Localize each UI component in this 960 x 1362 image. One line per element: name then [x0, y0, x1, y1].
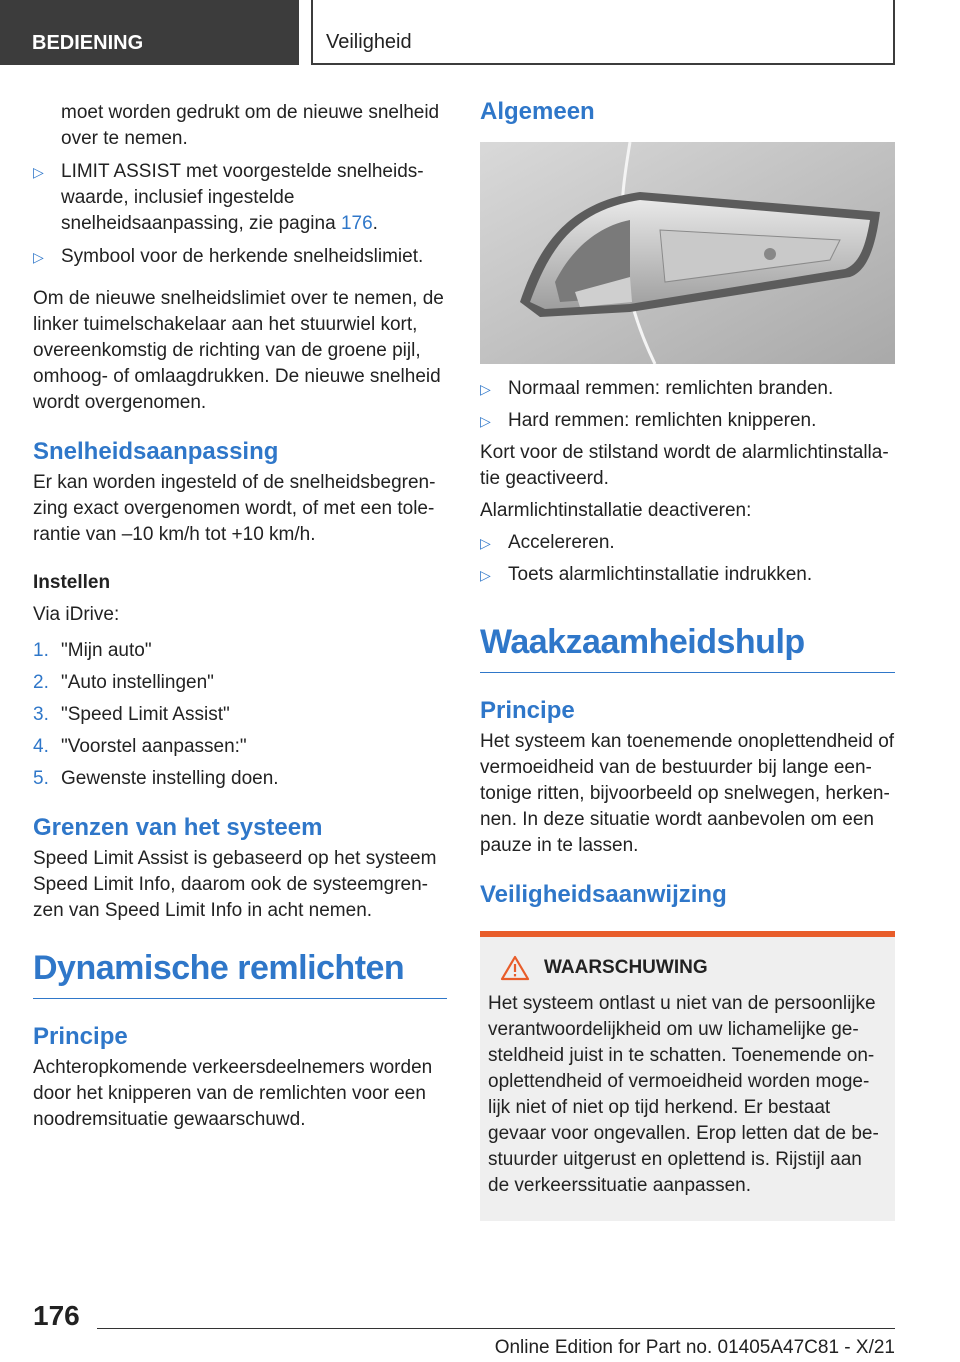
paragraph: Er kan worden ingesteld of de snelheidsbegrenzing exact overgenomen wordt, of met een tolerantie van –10 km/h tot +10 km/h. [33, 472, 436, 545]
paragraph: Speed Limit Assist is gebaseerd op het systeem Speed Limit Info, daarom ook de systeemgrenzen van Speed Limit Info in acht nemen. [33, 848, 437, 921]
paragraph: Alarmlichtinstallatie deactiveren: [480, 500, 752, 521]
page-link[interactable]: 176 [340, 213, 373, 234]
right-column [480, 98, 895, 1221]
paragraph: Het systeem kan toenemende onoplettendheid of vermoeidheid van de bestuurder bij lange eentonige ritten, bijvoorbeeld op snelwegen, herkennen. In deze situatie wordt aanbevolen om een pauze in te lassen. [480, 731, 895, 856]
triangle-bullet-icon: ▷ [480, 535, 491, 551]
warning-header [488, 955, 885, 981]
footer-divider [97, 1328, 895, 1329]
warning-box [480, 931, 895, 1221]
heading-principe: Principe [33, 1023, 128, 1050]
triangle-bullet-icon: ▷ [33, 249, 44, 265]
section-tab: BEDIENING [0, 0, 299, 65]
page-number: 176 [33, 1300, 80, 1331]
paragraph: Via iDrive: [33, 604, 120, 625]
list-item: ▷ Hard remmen: remlichten knipperen. [480, 408, 895, 434]
list-item: 2. "Auto instellingen" [33, 672, 214, 693]
heading-instellen: Instellen [33, 572, 111, 593]
paragraph: Kort voor de stilstand wordt de alarmlichtinstallatie geactiveerd. [480, 442, 889, 489]
heading-snelheidsaanpassing: Snelheidsaanpassing [33, 438, 279, 465]
continued-paragraph: moet worden gedrukt om de nieuwe snelheid over te nemen. [61, 102, 440, 149]
list-item: ▷ Normaal remmen: remlichten branden. [480, 376, 895, 402]
list-item: 5. Gewenste instelling doen. [33, 768, 279, 789]
list-item: 4. "Voorstel aanpassen:" [33, 736, 247, 757]
edition-note: Online Edition for Part no. 01405A47C81 - X/21 [494, 1337, 895, 1358]
heading-dynamische-remlichten: Dynamische remlichten [33, 948, 447, 999]
list-item: ▷ Toets alarmlichtinstallatie indrukken. [480, 562, 895, 588]
list-item: ▷ LIMIT ASSIST met voorgestelde snelheidswaarde, inclusief ingestelde snelheidsaanpassing, zie pagina 176. [33, 161, 424, 234]
paragraph: Om de nieuwe snelheidslimiet over te nemen, de linker tuimelschakelaar aan het stuurwiel kort, overeenkomstig de richting van de groene pijl, omhoog- of omlaagdrukken. De nieuwe snelheid wordt overgenomen. [33, 288, 444, 413]
warning-text: Het systeem ontlast u niet van de persoonlijke verantwoordelijkheid om uw lichamelijke gesteldheid juist in te schatten. Toenemende onoplettendheid of vermoeidheid worden mogelijk niet of niet op tijd herkend. Er bestaat gevaar voor ongevallen. Erop letten dat de bestuurder uitgerust en oplettend is. Rijstijl aan de verkeerssituatie aanpassen. [488, 993, 879, 1196]
triangle-bullet-icon: ▷ [480, 381, 491, 397]
warning-title: WAARSCHUWING [544, 957, 708, 978]
paragraph: Achteropkomende verkeersdeelnemers worden door het knipperen van de remlichten voor een noodremsituatie gewaarschuwd. [33, 1057, 433, 1130]
rear-brake-light-image [480, 142, 895, 364]
list-item: 1. "Mijn auto" [33, 640, 152, 661]
left-column [33, 100, 447, 1133]
heading-algemeen: Algemeen [480, 98, 595, 125]
heading-grenzen: Grenzen van het systeem [33, 814, 323, 841]
page-header [0, 0, 960, 66]
triangle-bullet-icon: ▷ [33, 164, 44, 180]
chapter-title: Veiligheid [311, 0, 895, 65]
triangle-bullet-icon: ▷ [480, 413, 491, 429]
list-item: ▷ Symbool voor de herkende snelheidslimiet. [33, 244, 447, 270]
list-item: ▷ Accelereren. [480, 530, 895, 556]
heading-veiligheidsaanwijzing: Veiligheidsaanwijzing [480, 881, 727, 908]
triangle-bullet-icon: ▷ [480, 567, 491, 583]
list-item: 3. "Speed Limit Assist" [33, 704, 230, 725]
warning-triangle-icon [500, 955, 530, 981]
heading-principe: Principe [480, 697, 575, 724]
heading-waakzaamheidshulp: Waakzaamheidshulp [480, 622, 895, 673]
